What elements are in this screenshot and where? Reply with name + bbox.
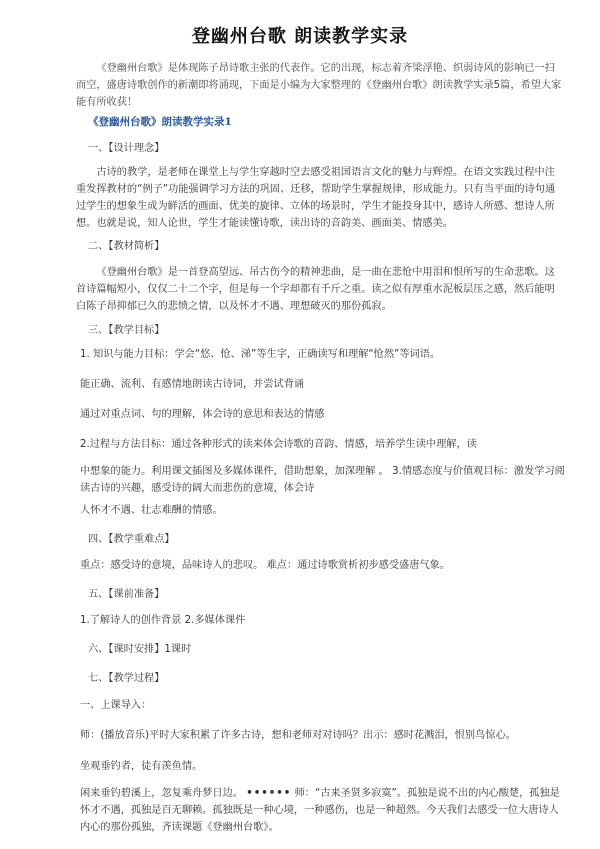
bullet-dots: •••••• (246, 788, 292, 799)
section-3-line-3: 通过对重点词、句的理解，体会诗的意思和表达的情感 (80, 409, 325, 420)
section-3-line-2: 能正确、流利、有感情地朗读古诗词，并尝试背诵 (80, 379, 305, 390)
section-3-line-1: 1. 知识与能力目标：学会“悠、怆、涕”等生字，正确读写和理解“怆然”等词语。 (80, 349, 441, 360)
section-3-line-5: 中想象的能力。利用课文插图及多媒体课件，借助想象，加深理解 。 3.情感态度与价值观目标：激发学习阅读古诗的兴趣，感受诗的阔大而悲伤的意境，体会诗 (80, 466, 565, 494)
section-2-title: 二、【教材简析】 (88, 241, 165, 252)
step-1-title: 一、上课导入： (80, 700, 152, 711)
section-2-text: 《登幽州台歌》是一首登高望远、吊古伤今的精神悲曲，是一曲在悲怆中用泪和恨所写的生命悲歌。这首诗篇幅短小，仅仅二十二个字，但是每一个字却都有千斤之重。读之似有厚重水泥板层压之感，然后能明白陈子昂抑郁已久的悲愤之情，以及怀才不遇、理想破灭的那份孤寂。 (76, 267, 555, 312)
closing-text: 师：“古来圣贤多寂寞”。孤独是说不出的内心酸楚，孤独是怀才不遇，孤独是百无聊赖。孤独既是一种心境，一种感伤，也是一种超然。今天我们去感受一位大唐诗人内心的那份孤独，齐读课题《登幽州台歌》。 (80, 788, 560, 833)
teacher-line: 师：(播放音乐)平时大家积累了许多古诗，想和老师对对诗吗？出示：感时花溅泪，恨别鸟惊心。 (80, 730, 516, 741)
poem-line: 闲来垂钓碧溪上，忽复乘舟梦日边。 (80, 788, 243, 799)
section-5-text: 1.了解诗人的创作背景 2.多媒体课件 (80, 615, 246, 626)
record-title: 《登幽州台歌》朗读教学实录1 (88, 116, 232, 128)
section-6-title: 六、【课时安排】1课时 (88, 644, 192, 655)
section-1-title: 一、【设计理念】 (88, 143, 165, 154)
closing-paragraph (80, 785, 566, 836)
section-4-title: 四、【教学重难点】 (88, 534, 175, 545)
page-title: 登幽州台歌 朗读教学实录 (191, 26, 409, 47)
section-4-text: 重点：感受诗的意境，品味诗人的悲叹。 难点：通过诗歌赏析初步感受盛唐气象。 (80, 560, 450, 571)
section-1-text: 古诗的教学，是老师在课堂上与学生穿越时空去感受祖国语言文化的魅力与辉煌。在语文实践过程中注重发挥教材的“例子”功能强调学习方法的巩固、迁移，帮助学生掌握规律，形成能力。只有当平面的诗句通过学生的想象生成为鲜活的画面、优美的旋律、立体的场景时，学生才能投身其中，感诗人所感、想诗人所想。也就是说，知人论世，学生才能读懂诗歌，读出诗的音韵美、画面美、情感美。 (76, 167, 556, 229)
section-3-title: 三、【教学目标】 (88, 325, 165, 336)
poem-pair-line: 坐观垂钓者，徒有羡鱼情。 (80, 761, 203, 772)
section-5-title: 五、【课前准备】 (88, 589, 165, 600)
intro-paragraph: 《登幽州台歌》是体现陈子昂诗歌主张的代表作。它的出现，标志着齐梁浮艳、织弱诗风的影响已一扫而空，盛唐诗歌创作的新潮即将涌现，下面是小编为大家整理的《登幽州台歌》朗读教学实录5篇，希望大家能有所收获！ (76, 63, 562, 108)
section-3-line-4: 2.过程与方法目标：通过各种形式的读来体会诗歌的音韵、情感，培养学生读中理解，读 (80, 439, 477, 450)
section-7-title: 七、【教学过程】 (88, 673, 165, 684)
section-3-line-6: 人怀才不遇、壮志难酬的情感。 (80, 505, 223, 516)
